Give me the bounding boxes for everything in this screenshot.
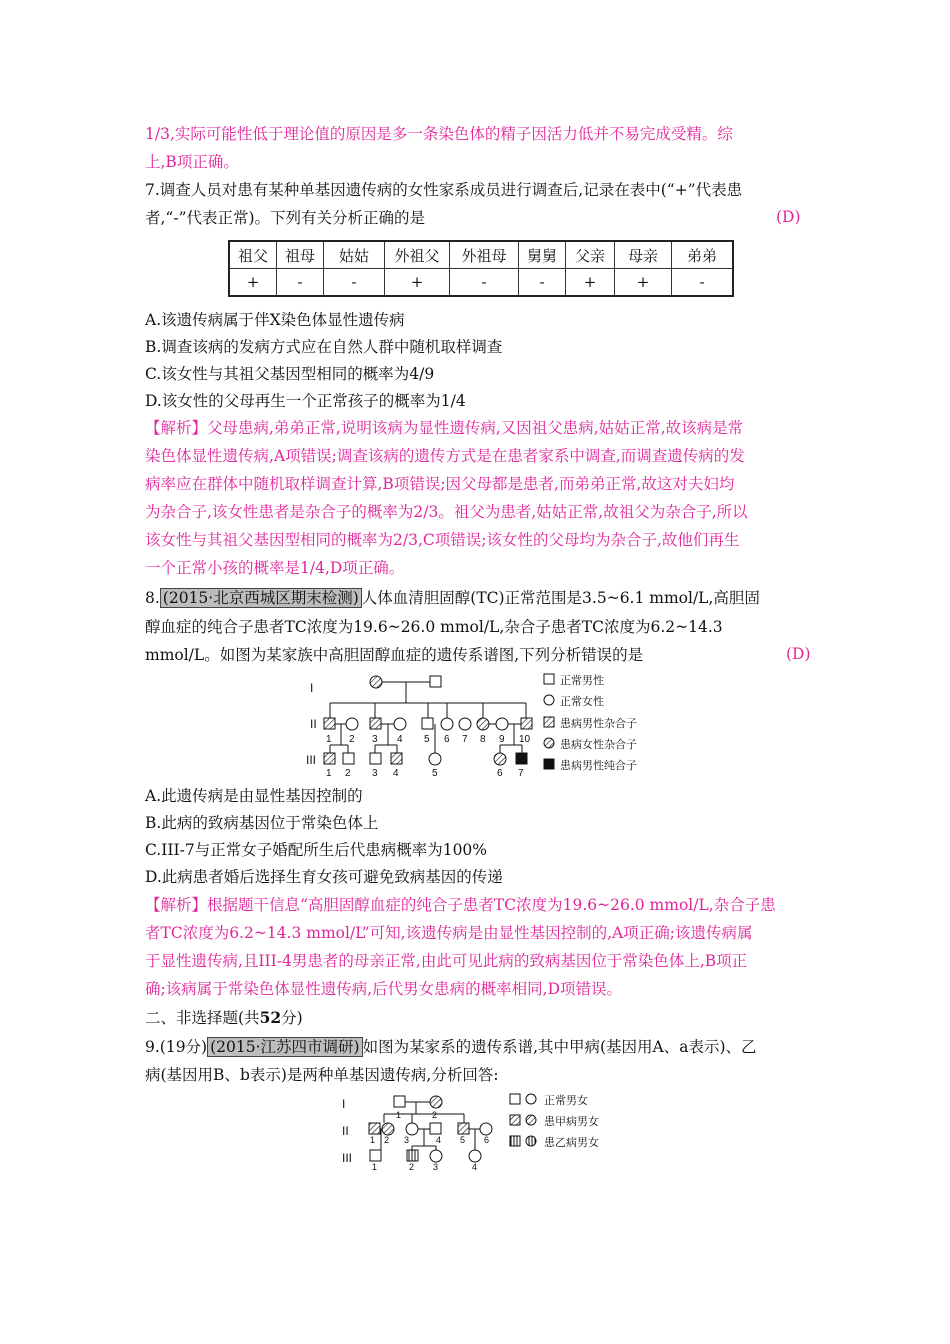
table-header-cell: 祖父 [229, 241, 277, 269]
section-2-prefix: 二、非选择题(共 [145, 1009, 260, 1027]
svg-text:1: 1 [326, 768, 332, 779]
q9-stem-line-1 [145, 1037, 757, 1057]
svg-text:2: 2 [432, 1110, 438, 1120]
svg-text:8: 8 [480, 734, 486, 745]
svg-text:7: 7 [518, 768, 524, 779]
legend-normal-male-symbol [510, 1094, 520, 1104]
legend-normal-female-symbol [526, 1094, 536, 1104]
pedigree-II-6 [480, 1123, 492, 1135]
q7-analysis-line: 一个正常小孩的概率是1/4,D项正确。 [145, 559, 405, 577]
q8-pedigree-diagram [300, 668, 660, 780]
table-value-cell: + [566, 269, 615, 297]
svg-text:4: 4 [397, 734, 403, 745]
q7-option-d: D.该女性的父母再生一个正常孩子的概率为1/4 [145, 392, 466, 410]
q7-analysis-line: 【解析】父母患病,弟弟正常,说明该病为显性遗传病,又因祖父患病,姑姑正常,故该病是常 [145, 419, 744, 437]
q8-stem-line-2: 醇血症的纯合子患者TC浓度为19.6~26.0 mmol/L,杂合子患者TC浓度为6.2~14.3 [145, 618, 723, 636]
q8-source-tag: (2015·北京西城区期末检测) [160, 588, 362, 608]
legend-hetero-male-symbol [544, 717, 554, 727]
q7-analysis-line: 该女性与其祖父基因型相同的概率为2/3,C项错误;该女性的父母均为杂合子,故他们再生 [145, 531, 740, 549]
pedigree-II-3 [370, 718, 381, 729]
table-value-cell: - [519, 269, 566, 297]
q9-stem-line-2: 病(基因用B、b表示)是两种单基因遗传病,分析回答: [145, 1066, 499, 1084]
q7-option-b: B.调查该病的发病方式应在自然人群中随机取样调查 [145, 338, 503, 356]
gen-label-1: I [310, 681, 314, 695]
table-header-cell: 外祖母 [450, 241, 519, 269]
intro-line-1: 1/3,实际可能性低于理论值的原因是多一条染色体的精子因活力低并不易完成受精。综 [145, 125, 733, 143]
gen-label-2: II [342, 1124, 349, 1138]
svg-text:1: 1 [396, 1110, 402, 1120]
legend-label: 患病男性纯合子 [560, 760, 637, 772]
table-header-cell: 父亲 [566, 241, 615, 269]
svg-text:2: 2 [409, 1162, 415, 1172]
q8-number: 8. [145, 589, 160, 607]
q8-stem-line-3: mmol/L。如图为某家族中高胆固醇血症的遗传系谱图,下列分析错误的是 [145, 646, 644, 664]
legend-disease-b-female-symbol [526, 1136, 536, 1146]
gen-label-3: III [342, 1151, 353, 1165]
q8-option-c: C.III-7与正常女子婚配所生后代患病概率为100% [145, 841, 488, 859]
pedigree-II-10 [521, 718, 532, 729]
table-header-cell: 姑姑 [324, 241, 385, 269]
q8-analysis-line: 确;该病属于常染色体显性遗传病,后代男女患病的概率相同,D项错误。 [145, 980, 623, 998]
legend-normal-female-symbol [544, 695, 554, 705]
legend-disease-a-female-symbol [526, 1115, 536, 1125]
pedigree-II-5 [422, 718, 433, 729]
q7-analysis-line: 染色体显性遗传病,A项错误;调查该病的遗传方式是在患者家系中调查,而调查遗传病的发 [145, 447, 745, 465]
pedigree-III-3 [370, 753, 381, 764]
gen-label-3: III [306, 753, 317, 767]
pedigree-II-2 [382, 1123, 394, 1135]
pedigree-III-7 [516, 753, 527, 764]
table-value-cell: + [385, 269, 450, 297]
pedigree-III-6 [494, 753, 506, 765]
q9-stem-text: 如图为某家系的遗传系谱,其中甲病(基因用A、a表示)、乙 [362, 1038, 757, 1056]
section-2-heading [145, 1008, 303, 1028]
q9-pedigree-diagram [336, 1090, 626, 1172]
intro-line-2: 上,B项正确。 [145, 153, 239, 171]
legend-label: 正常男女 [544, 1095, 588, 1107]
table-header-cell: 弟弟 [672, 241, 734, 269]
svg-text:6: 6 [484, 1135, 490, 1145]
svg-text:4: 4 [393, 768, 399, 779]
pedigree-II-5 [458, 1123, 469, 1134]
pedigree-II-3 [406, 1123, 418, 1135]
table-header-cell: 祖母 [277, 241, 324, 269]
pedigree-III-5 [429, 753, 441, 765]
svg-text:1: 1 [326, 734, 332, 745]
q8-stem-line-1 [145, 588, 760, 608]
gen-label-2: II [310, 717, 317, 731]
table-header-cell: 母亲 [615, 241, 672, 269]
svg-text:9: 9 [499, 734, 505, 745]
svg-text:10: 10 [519, 734, 531, 745]
pedigree-II-9 [496, 718, 508, 730]
svg-text:5: 5 [424, 734, 430, 745]
q7-analysis-line: 病率应在群体中随机取样调查计算,B项错误;因父母都是患者,而弟弟正常,故这对夫妇均 [145, 475, 735, 493]
pedigree-III-1 [370, 1150, 381, 1161]
pedigree-III-4 [469, 1150, 481, 1162]
legend-disease-a-male-symbol [510, 1115, 520, 1125]
q8-stem-text: 人体血清胆固醇(TC)正常范围是3.5~6.1 mmol/L,高胆固 [361, 589, 760, 607]
legend-label: 患甲病男女 [544, 1116, 599, 1128]
legend-disease-b-male-symbol [510, 1136, 520, 1146]
pedigree-II-7 [459, 718, 471, 730]
svg-text:3: 3 [433, 1162, 439, 1172]
pedigree-II-4 [394, 718, 406, 730]
svg-text:1: 1 [370, 1135, 376, 1145]
q7-stem-line-2: 者,“-”代表正常)。下列有关分析正确的是 [145, 209, 426, 227]
table-value-cell: + [229, 269, 277, 297]
legend-label: 患病男性杂合子 [560, 718, 637, 730]
pedigree-II-2 [346, 718, 358, 730]
svg-text:6: 6 [497, 768, 503, 779]
table-header-cell: 舅舅 [519, 241, 566, 269]
q7-stem-line-1: 7.调查人员对患有某种单基因遗传病的女性家系成员进行调查后,记录在表中(“+”代表患 [145, 181, 743, 199]
gen-label-1: I [342, 1097, 346, 1111]
q8-option-d: D.此病患者婚后选择生育女孩可避免致病基因的传递 [145, 868, 503, 886]
table-header-row [229, 241, 733, 269]
section-2-count: 52 [259, 1008, 282, 1027]
table-value-cell: - [672, 269, 734, 297]
table-header-cell: 外祖父 [385, 241, 450, 269]
legend-label: 患乙病男女 [544, 1137, 599, 1149]
table-value-cell: + [615, 269, 672, 297]
svg-text:5: 5 [432, 768, 438, 779]
q9-number: 9.(19分) [145, 1038, 208, 1056]
q8-option-b: B.此病的致病基因位于常染色体上 [145, 814, 379, 832]
svg-text:4: 4 [472, 1162, 478, 1172]
svg-text:5: 5 [460, 1135, 466, 1145]
pedigree-II-1 [369, 1123, 380, 1134]
pedigree-II-1 [324, 718, 335, 729]
q8-option-a: A.此遗传病是由显性基因控制的 [145, 787, 363, 805]
q7-analysis-line: 为杂合子,该女性患者是杂合子的概率为2/3。祖父为患者,姑姑正常,故祖父为杂合子,所以 [145, 503, 748, 521]
svg-text:2: 2 [345, 768, 351, 779]
pedigree-III-1 [324, 753, 335, 764]
legend-label: 正常女性 [560, 696, 604, 708]
svg-text:1: 1 [372, 1162, 378, 1172]
q9-source-tag: (2015·江苏四市调研) [207, 1037, 362, 1057]
pedigree-III-2 [343, 753, 354, 764]
svg-text:3: 3 [404, 1135, 410, 1145]
q8-analysis-line: 于显性遗传病,且III-4男患者的母亲正常,由此可见此病的致病基因位于常染色体上,B项正 [145, 952, 748, 970]
legend-normal-male-symbol [544, 674, 554, 684]
pedigree-II-4 [430, 1123, 441, 1134]
svg-text:7: 7 [462, 734, 468, 745]
svg-text:2: 2 [384, 1135, 390, 1145]
pedigree-I-2 [430, 676, 441, 687]
legend-hetero-female-symbol [544, 738, 554, 748]
q7-option-a: A.该遗传病属于伴X染色体显性遗传病 [145, 311, 405, 329]
table-value-cell: - [277, 269, 324, 297]
q8-analysis-line: 【解析】根据题干信息“高胆固醇血症的纯合子患者TC浓度为19.6~26.0 mmol/L,杂合子患 [145, 896, 776, 914]
pedigree-I-1 [370, 676, 382, 688]
svg-text:2: 2 [349, 734, 355, 745]
svg-text:3: 3 [372, 734, 378, 745]
legend-label: 正常男性 [560, 675, 604, 687]
section-2-suffix: 分) [281, 1009, 303, 1027]
table-value-cell: - [324, 269, 385, 297]
table-value-row [229, 269, 733, 297]
q7-survey-table [228, 240, 734, 297]
pedigree-I-1 [394, 1096, 405, 1107]
svg-text:3: 3 [372, 768, 378, 779]
svg-text:6: 6 [444, 734, 450, 745]
legend-label: 患病女性杂合子 [560, 739, 637, 751]
pedigree-III-2 [407, 1150, 418, 1161]
q7-answer: (D) [776, 208, 801, 226]
pedigree-II-6 [441, 718, 453, 730]
q8-answer: (D) [786, 645, 811, 663]
table-value-cell: - [450, 269, 519, 297]
pedigree-II-8 [477, 718, 489, 730]
pedigree-III-4 [391, 753, 402, 764]
pedigree-I-2 [430, 1096, 442, 1108]
q8-analysis-line: 者TC浓度为6.2~14.3 mmol/L”可知,该遗传病是由显性基因控制的,A项正确;该遗传病属 [145, 924, 753, 942]
q7-option-c: C.该女性与其祖父基因型相同的概率为4/9 [145, 365, 435, 383]
legend-homo-male-symbol [544, 759, 554, 769]
svg-text:4: 4 [436, 1135, 442, 1145]
pedigree-III-3 [430, 1150, 442, 1162]
